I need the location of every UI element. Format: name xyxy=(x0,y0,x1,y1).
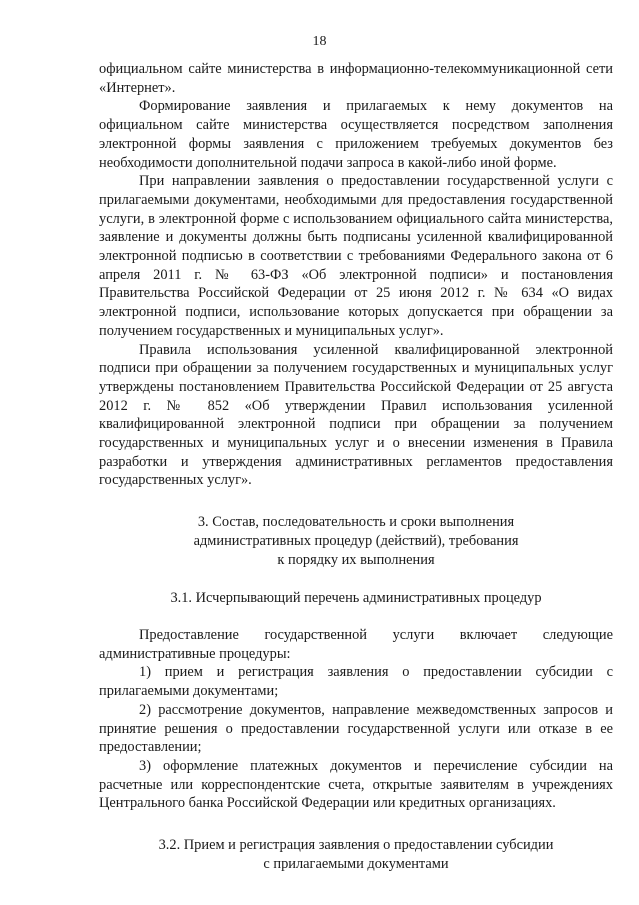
section-3-1-intro: Предоставление государственной услуги включает следующие административные процедуры: xyxy=(99,626,613,662)
paragraph: При направлении заявления о предоставлении государственной услуги с прилагаемыми документами, необходимыми для предоставления государственной услуги, в электронной форме с использованием официального сайта министерства, заявление и документы должны быть подписаны усиленной квалифицированной электронной подписью в соответствии с требованиями Федерального закона от 6 апреля 2011 г. № 63-ФЗ «Об электронной подписи» и постановления Правительства Российской Федерации от 25 июня 2012 г. № 634 «О видах электронной подписи, использование которых допускается при обращении за получением государственных и муниципальных услуг». xyxy=(99,173,613,339)
spacer xyxy=(99,608,613,626)
section-heading-line: с прилагаемыми документами xyxy=(263,855,449,872)
paragraph: официальном сайте министерства в информационно-телекоммуникационной сети «Интернет». xyxy=(99,61,613,96)
section-3-2-heading xyxy=(99,836,613,873)
section-3-heading xyxy=(99,513,613,569)
spacer xyxy=(99,813,613,836)
page-number: 18 xyxy=(312,34,327,49)
paragraph: Правила использования усиленной квалифицированной электронной подписи при обращении за получением государственных и муниципальных услуг утверждены постановлением Правительства Российской Федерации от 25 августа 2012 г. № 852 «Об утверждении Правил использования усиленной квалифицированной электронной подписи при обращении за получением государственных и муниципальных услуг и о внесении изменения в Правила разработки и утверждения административных регламентов предоставления государственных услуг». xyxy=(99,341,613,489)
list-item: 3) оформление платежных документов и перечисление субсидии на расчетные или корреспондентские счета, открытые заявителям в учреждениях Центрального банка Российской Федерации или кредитных организациях. xyxy=(99,757,613,812)
section-heading-line: 3. Состав, последовательность и сроки выполнения xyxy=(197,514,515,531)
section-heading-line: к порядку их выполнения xyxy=(277,551,435,568)
list-item: 1) прием и регистрация заявления о предоставлении субсидии с прилагаемыми документами; xyxy=(99,664,613,700)
section-heading-line: административных процедур (действий), требования xyxy=(193,532,519,549)
spacer xyxy=(99,569,613,589)
page-content xyxy=(99,60,613,873)
paragraph: Формирование заявления и прилагаемых к нему документов на официальном сайте министерства осуществляется посредством заполнения электронной формы заявления с приложением требуемых документов без необходимости дополнительной подачи запроса в какой-либо иной форме. xyxy=(99,98,613,171)
list-item: 2) рассмотрение документов, направление межведомственных запросов и принятие решения о предоставлении государственной услуги или отказе в ее предоставлении; xyxy=(99,701,613,756)
section-3-1-heading: 3.1. Исчерпывающий перечень административных процедур xyxy=(170,590,542,607)
section-heading-line: 3.2. Прием и регистрация заявления о предоставлении субсидии xyxy=(158,837,554,854)
spacer xyxy=(99,490,613,513)
